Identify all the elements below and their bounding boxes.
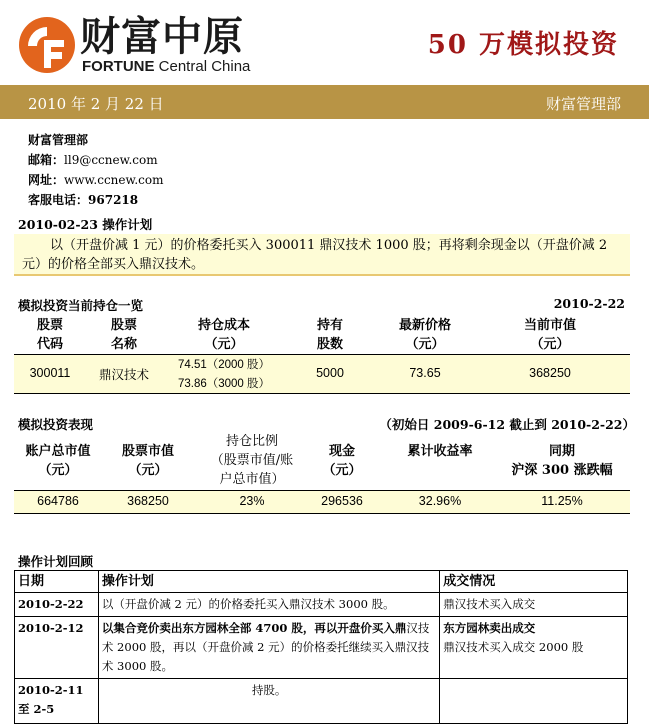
holding-price: 73.65 bbox=[409, 366, 441, 380]
header-line: 持有 bbox=[316, 318, 343, 333]
header-line: 沪深 300 涨跌幅 bbox=[511, 463, 613, 478]
review-date-line: 2010-2-11 bbox=[18, 683, 84, 697]
perf-header-stock bbox=[110, 442, 186, 480]
header-line: （元） bbox=[322, 463, 362, 478]
holdings-header-price bbox=[380, 316, 470, 354]
header-line: （元） bbox=[530, 337, 570, 352]
table-row bbox=[15, 617, 628, 679]
report-department: 财富管理部 bbox=[545, 95, 621, 113]
perf-header-return bbox=[392, 442, 488, 461]
holdings-header-code bbox=[20, 316, 80, 354]
header-line: 最新价格 bbox=[398, 318, 451, 333]
review-result-bold: 东方园林卖出成交 bbox=[443, 621, 536, 635]
perf-bottom-line bbox=[14, 513, 630, 514]
review-header-date: 日期 bbox=[15, 571, 99, 593]
fortune-logo-icon bbox=[18, 16, 76, 74]
holdings-title: 模拟投资当前持仓一览 bbox=[18, 298, 144, 313]
review-date: 2010-2-12 bbox=[15, 617, 99, 679]
header-line: 当前市值 bbox=[523, 318, 576, 333]
review-plan bbox=[98, 617, 439, 679]
performance-title: 模拟投资表现 bbox=[18, 417, 94, 432]
holdings-header-name bbox=[92, 316, 156, 354]
logo-en-rest: Central China bbox=[154, 58, 251, 75]
header-line: （元） bbox=[405, 337, 445, 352]
logo-chinese-name: 财富中原 bbox=[80, 14, 244, 60]
header-line: 现金 bbox=[328, 444, 355, 459]
header-line: 股票 bbox=[36, 318, 63, 333]
plan-text: 以（开盘价减 1 元）的价格委托买入 300011 鼎汉技术 1000 股；再将剩余现金以（开盘价减 2 元）的价格全部买入鼎汉技术。 bbox=[22, 238, 608, 272]
header-line: 户总市值） bbox=[219, 472, 285, 487]
web-value[interactable]: www.ccnew.com bbox=[64, 173, 164, 187]
review-result bbox=[440, 679, 628, 724]
perf-header-total bbox=[14, 442, 102, 480]
perf-total: 664786 bbox=[37, 494, 79, 508]
contact-email-row bbox=[28, 150, 163, 170]
perf-cash: 296536 bbox=[321, 494, 363, 508]
holdings-header-shares bbox=[300, 316, 360, 354]
header-line: （元） bbox=[38, 463, 78, 478]
header-line: 股数 bbox=[316, 337, 343, 352]
review-date bbox=[15, 679, 99, 724]
review-result-rest: 鼎汉技术买入成交 2000 股 bbox=[443, 640, 584, 654]
phone-label: 客服电话： bbox=[28, 193, 89, 207]
table-row bbox=[15, 593, 628, 617]
review-plan: 以（开盘价减 2 元）的价格委托买入鼎汉技术 3000 股。 bbox=[98, 593, 439, 617]
review-plan-bold: 以集合竞价卖出东方园林全部 4700 股，再以开盘价买入鼎 bbox=[101, 621, 407, 635]
header-line: 账户总市值 bbox=[25, 444, 91, 459]
header-line: 持仓比例 bbox=[225, 434, 278, 449]
holding-cost-1: 74.51（2000 股） bbox=[177, 359, 271, 371]
perf-ratio: 23% bbox=[239, 494, 265, 508]
review-result: 鼎汉技术买入成交 bbox=[440, 593, 628, 617]
holdings-header-value bbox=[500, 316, 600, 354]
header-line: 股票 bbox=[110, 318, 137, 333]
contact-dept: 财富管理部 bbox=[28, 133, 89, 147]
holding-code: 300011 bbox=[29, 366, 71, 380]
holding-value: 368250 bbox=[529, 366, 571, 380]
review-table bbox=[14, 570, 628, 724]
header-line: 同期 bbox=[548, 444, 575, 459]
phone-value: 967218 bbox=[88, 193, 139, 207]
header-line: （股票市值/账 bbox=[210, 453, 294, 468]
header-line: 股票市值 bbox=[121, 444, 174, 459]
holdings-header-cost bbox=[172, 316, 276, 354]
review-date: 2010-2-22 bbox=[15, 593, 99, 617]
table-row bbox=[15, 679, 628, 724]
perf-index: 11.25% bbox=[541, 494, 583, 508]
report-title: 50 万模拟投资 bbox=[427, 30, 619, 60]
perf-header-cash bbox=[312, 442, 372, 480]
review-plan: 持股。 bbox=[98, 679, 439, 724]
holding-shares: 5000 bbox=[316, 366, 344, 380]
header-line: 累计收益率 bbox=[407, 444, 473, 459]
perf-header-ratio bbox=[196, 432, 308, 489]
email-value[interactable]: ll9@ccnew.com bbox=[64, 153, 158, 167]
review-header-result: 成交情况 bbox=[440, 571, 628, 593]
holdings-date: 2010-2-22 bbox=[553, 296, 625, 311]
web-label: 网址： bbox=[28, 173, 65, 187]
plan-title: 2010-02-23 操作计划 bbox=[18, 217, 153, 232]
holdings-bottom-line bbox=[14, 393, 630, 394]
header-line: 名称 bbox=[110, 337, 137, 352]
perf-return: 32.96% bbox=[418, 494, 462, 508]
holding-cost-2: 73.86（3000 股） bbox=[177, 378, 271, 390]
logo-english-name bbox=[82, 58, 250, 76]
header-line: （元） bbox=[128, 463, 168, 478]
performance-range: （初始日 2009-6-12 截止到 2010-2-22） bbox=[379, 417, 635, 432]
review-header-plan: 操作计划 bbox=[98, 571, 439, 593]
review-plan-rest: 汉技术 2000 股，再以（开盘价减 2 元）的价格委托继续买入鼎汉技术 3000 股。 bbox=[101, 621, 430, 673]
perf-header-index bbox=[500, 442, 624, 480]
contact-phone-row bbox=[28, 190, 163, 210]
header-line: 持仓成本 bbox=[197, 318, 250, 333]
header-line: （元） bbox=[204, 337, 244, 352]
review-result bbox=[440, 617, 628, 679]
holding-name: 鼎汉技术 bbox=[98, 367, 149, 382]
review-title: 操作计划回顾 bbox=[18, 554, 94, 569]
header-line: 代码 bbox=[36, 337, 63, 352]
report-date: 2010 年 2 月 22 日 bbox=[28, 95, 164, 113]
review-date-line: 至 2-5 bbox=[18, 702, 55, 716]
logo-en-bold: FORTUNE bbox=[82, 58, 155, 75]
contact-web-row bbox=[28, 170, 163, 190]
perf-stock: 368250 bbox=[127, 494, 169, 508]
contact-block bbox=[28, 130, 163, 210]
review-header-row bbox=[15, 571, 628, 593]
email-label: 邮箱： bbox=[28, 153, 65, 167]
